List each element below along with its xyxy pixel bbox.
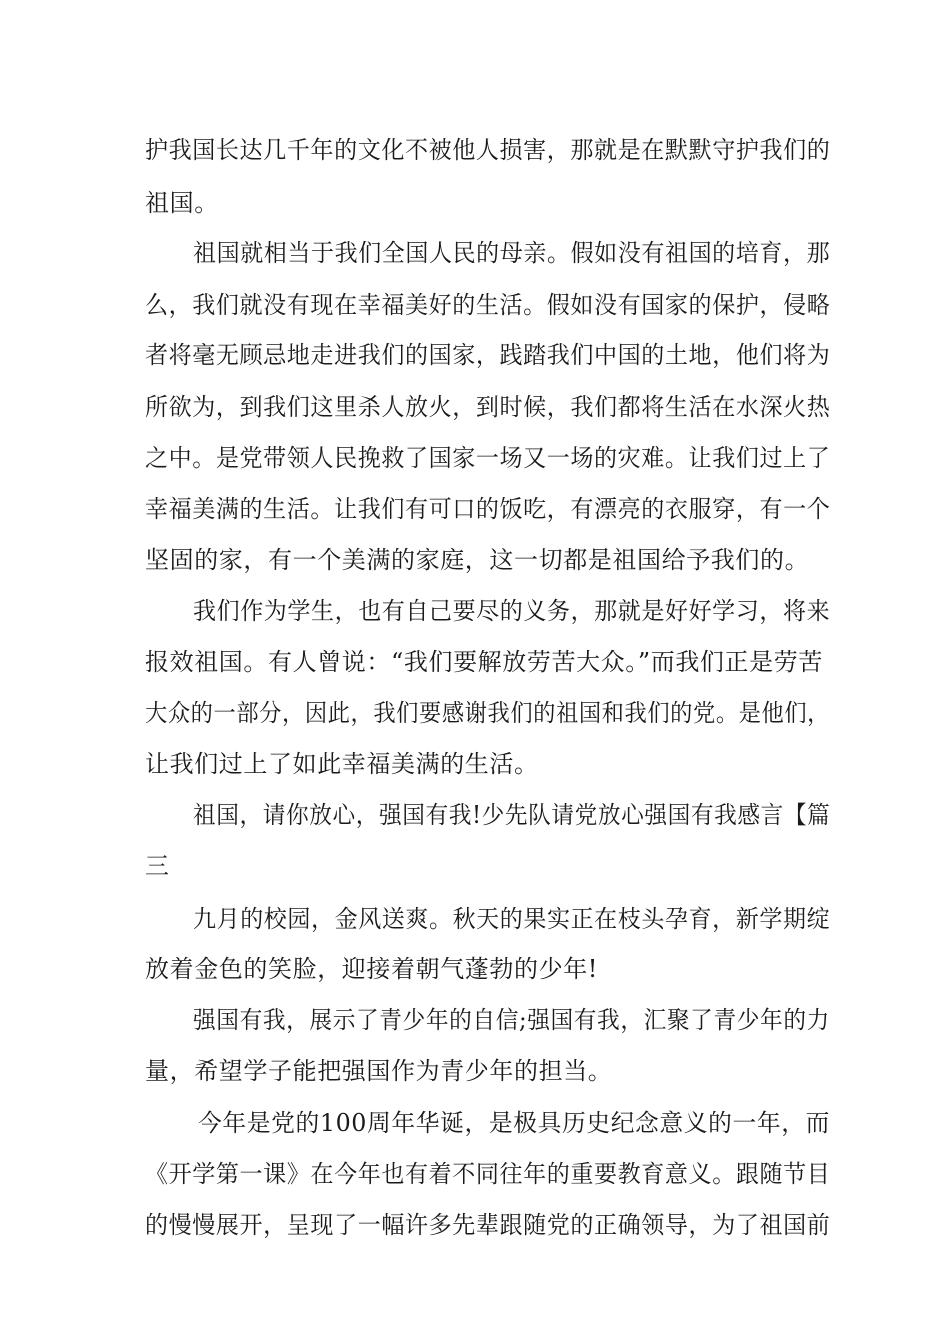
text-line: 么，我们就没有现在幸福美好的生活。假如没有国家的保护，侵略 bbox=[145, 291, 831, 319]
section-heading-line: 三 bbox=[145, 852, 170, 880]
text-line: 量，希望学子能把强国作为青少年的担当。 bbox=[145, 1057, 613, 1085]
text-line: 的慢慢展开，呈现了一幅许多先辈跟随党的正确领导，为了祖国前 bbox=[145, 1211, 831, 1239]
text-line: 《开学第一课》在今年也有着不同往年的重要教育意义。跟随节目 bbox=[145, 1160, 831, 1188]
text-line: 坚固的家，有一个美满的家庭，这一切都是祖国给予我们的。 bbox=[145, 546, 810, 574]
text-line: 护我国长达几千年的文化不被他人损害，那就是在默默守护我们的 bbox=[145, 136, 831, 164]
text-line: 幸福美满的生活。让我们有可口的饭吃，有漂亮的衣服穿，有一个 bbox=[145, 495, 831, 523]
paragraph-start-line: 强国有我，展示了青少年的自信;强国有我，汇聚了青少年的力 bbox=[193, 1006, 830, 1034]
text-line: 放着金色的笑脸，迎接着朝气蓬勃的少年! bbox=[145, 955, 599, 983]
text-line: 报效祖国。有人曾说：“我们要解放劳苦大众。”而我们正是劳苦 bbox=[145, 648, 823, 676]
paragraph-start-line: 祖国就相当于我们全国人民的母亲。假如没有祖国的培育，那 bbox=[193, 239, 831, 267]
text-line: 之中。是党带领人民挽救了国家一场又一场的灾难。让我们过上了 bbox=[145, 444, 831, 472]
text-line: 大众的一部分，因此，我们要感谢我们的祖国和我们的党。是他们， bbox=[145, 699, 831, 727]
text-line: 所欲为，到我们这里杀人放火，到时候，我们都将生活在水深火热 bbox=[145, 393, 831, 421]
text-line: 让我们过上了如此幸福美满的生活。 bbox=[145, 750, 539, 778]
text-line: 祖国。 bbox=[145, 189, 219, 217]
paragraph-start-line: 我们作为学生，也有自己要尽的义务，那就是好好学习，将来 bbox=[193, 597, 831, 625]
section-heading-line: 祖国，请你放心，强国有我!少先队请党放心强国有我感言【篇 bbox=[193, 801, 831, 829]
text-line: 者将毫无顾忌地走进我们的国家，践踏我们中国的土地，他们将为 bbox=[145, 341, 831, 369]
paragraph-start-line: 今年是党的100周年华诞，是极具历史纪念意义的一年，而 bbox=[198, 1109, 831, 1137]
paragraph-start-line: 九月的校园，金风送爽。秋天的果实正在枝头孕育，新学期绽 bbox=[193, 905, 831, 933]
